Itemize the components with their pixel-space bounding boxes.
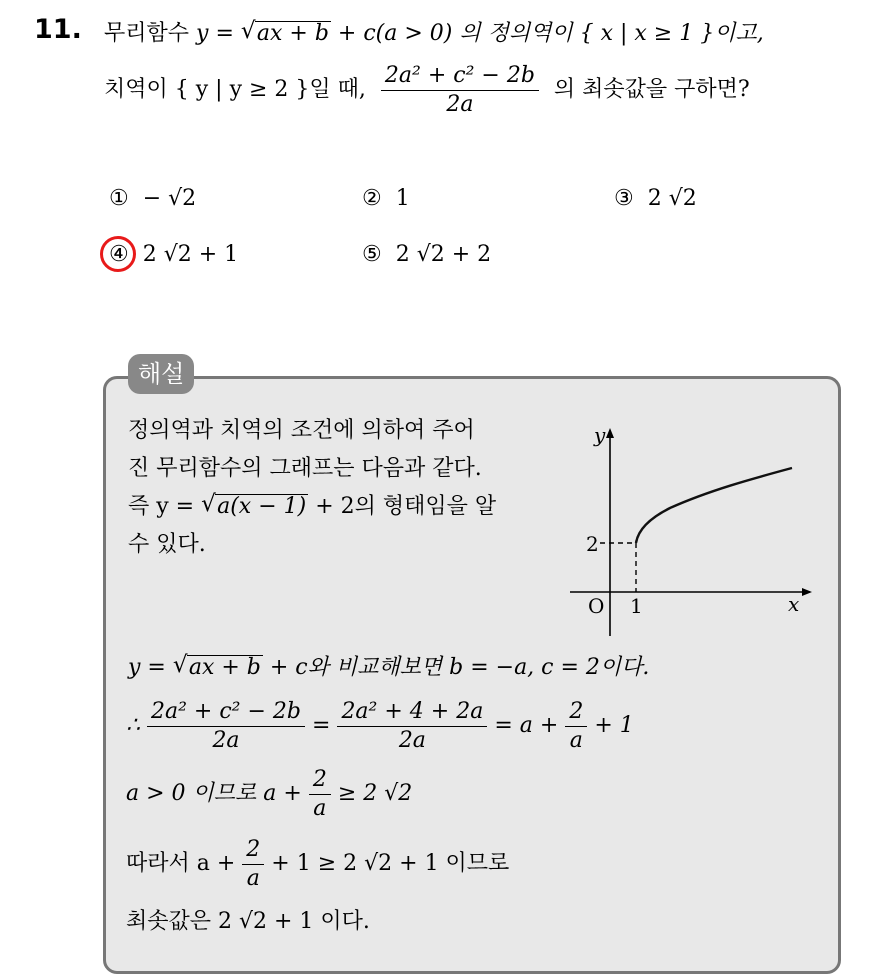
exp-p3-radicand: a(x − 1)	[217, 494, 307, 519]
exp-l6-frac1-den: 2a	[212, 727, 240, 753]
exp-l5-radicand: ax + b	[188, 655, 261, 680]
exp-l6-frac3	[565, 698, 587, 754]
exp-l6-therefore: ∴	[126, 713, 140, 738]
choice-1-text: − √2	[142, 186, 197, 211]
graph-y-label: y	[594, 423, 606, 447]
y-axis-arrow	[606, 428, 614, 438]
q1-y: y	[196, 21, 209, 46]
graph-x-label: x	[788, 592, 800, 616]
exp-l6-frac3-num: 2	[565, 698, 587, 727]
exp-l6-b: = a +	[494, 713, 559, 738]
exp-l7-b: ≥ 2 √2	[337, 781, 413, 806]
exp-l5-b: + c와 비교해보면 b = −a, c = 2이다.	[262, 655, 650, 680]
exp-line6	[126, 698, 634, 754]
question-number: 11.	[34, 14, 82, 45]
q1-mid: + c(a > 0) 의 정의역이 { x | x ≥ 1 }이고,	[330, 21, 764, 46]
exp-p3-a: 즉 y =	[128, 494, 202, 519]
exp-l8-b: + 1 ≥ 2 √2 + 1 이므로	[271, 851, 510, 876]
choice-4-mark: ④	[109, 242, 129, 267]
exp-line5	[128, 649, 649, 687]
graph-y-tick-label: 2	[586, 532, 599, 556]
exp-l5-sqrt	[173, 649, 263, 687]
choice-5-text: 2 √2 + 2	[395, 242, 492, 267]
choice-5-mark: ⑤	[362, 242, 382, 267]
choice-3[interactable]	[614, 186, 697, 211]
exp-l7-a: a > 0 이므로 a +	[126, 781, 302, 806]
exp-line8	[126, 836, 509, 892]
exp-l6-frac2-den: 2a	[398, 727, 426, 753]
function-curve	[636, 468, 792, 543]
exp-l6-frac1-num: 2a² + c² − 2b	[147, 698, 305, 727]
choice-2-mark: ②	[362, 186, 382, 211]
exp-l8-frac	[242, 836, 264, 892]
graph-x-tick-label: 1	[630, 594, 643, 618]
choice-4-text: 2 √2 + 1	[142, 242, 239, 267]
choice-3-text: 2 √2	[647, 186, 697, 211]
choice-2-text: 1	[395, 186, 410, 211]
q1-text: 무리함수	[104, 21, 190, 46]
exp-l7-frac-num: 2	[309, 766, 331, 795]
choice-2[interactable]	[362, 186, 410, 211]
choice-3-mark: ③	[614, 186, 634, 211]
exp-l7-frac	[309, 766, 331, 822]
x-axis-arrow	[802, 588, 812, 596]
choice-1[interactable]	[109, 186, 196, 211]
exp-l8-frac-den: a	[246, 865, 260, 891]
explanation-tag: 해설	[128, 354, 194, 394]
exp-l8-a: 따라서 a +	[126, 851, 236, 876]
exp-l6-frac2	[337, 698, 487, 754]
graph-origin-label: O	[588, 594, 605, 618]
q1-radicand: ax + b	[256, 21, 329, 46]
q2-text-end: 의 최솟값을 구하면?	[553, 77, 750, 102]
exp-p4: 수 있다.	[128, 532, 206, 557]
choice-5[interactable]	[362, 242, 491, 267]
exp-l5-a: y =	[128, 655, 173, 680]
question-line-1	[104, 16, 764, 47]
exp-l6-frac1	[147, 698, 305, 754]
q2-fraction	[381, 62, 539, 118]
q2-frac-den: 2a	[446, 91, 474, 117]
exp-l8-frac-num: 2	[242, 836, 264, 865]
exp-p2: 진 무리함수의 그래프는 다음과 같다.	[128, 456, 482, 481]
exp-p3-sqrt	[201, 488, 308, 526]
q2-frac-num: 2a² + c² − 2b	[381, 62, 539, 91]
q1-eq: =	[208, 21, 241, 46]
q2-text: 치역이 { y | y ≥ 2 }일 때,	[104, 77, 366, 102]
question-line-2	[104, 62, 750, 118]
exp-l6-c: + 1	[594, 713, 634, 738]
exp-line9: 최솟값은 2 √2 + 1 이다.	[126, 909, 370, 934]
exp-l7-frac-den: a	[313, 795, 327, 821]
exp-l6-frac3-den: a	[569, 727, 583, 753]
choice-1-mark: ①	[109, 186, 129, 211]
exp-l6-frac2-num: 2a² + 4 + 2a	[337, 698, 487, 727]
function-graph	[560, 418, 822, 640]
exp-l6-eq: =	[312, 713, 331, 738]
answer-circle-mark	[100, 236, 136, 272]
q1-sqrt	[241, 21, 331, 46]
exp-p3-b: + 2의 형태임을 알	[308, 494, 497, 519]
exp-line7	[126, 766, 412, 822]
exp-p3	[128, 488, 496, 526]
exp-p1: 정의역과 치역의 조건에 의하여 주어	[128, 418, 475, 443]
